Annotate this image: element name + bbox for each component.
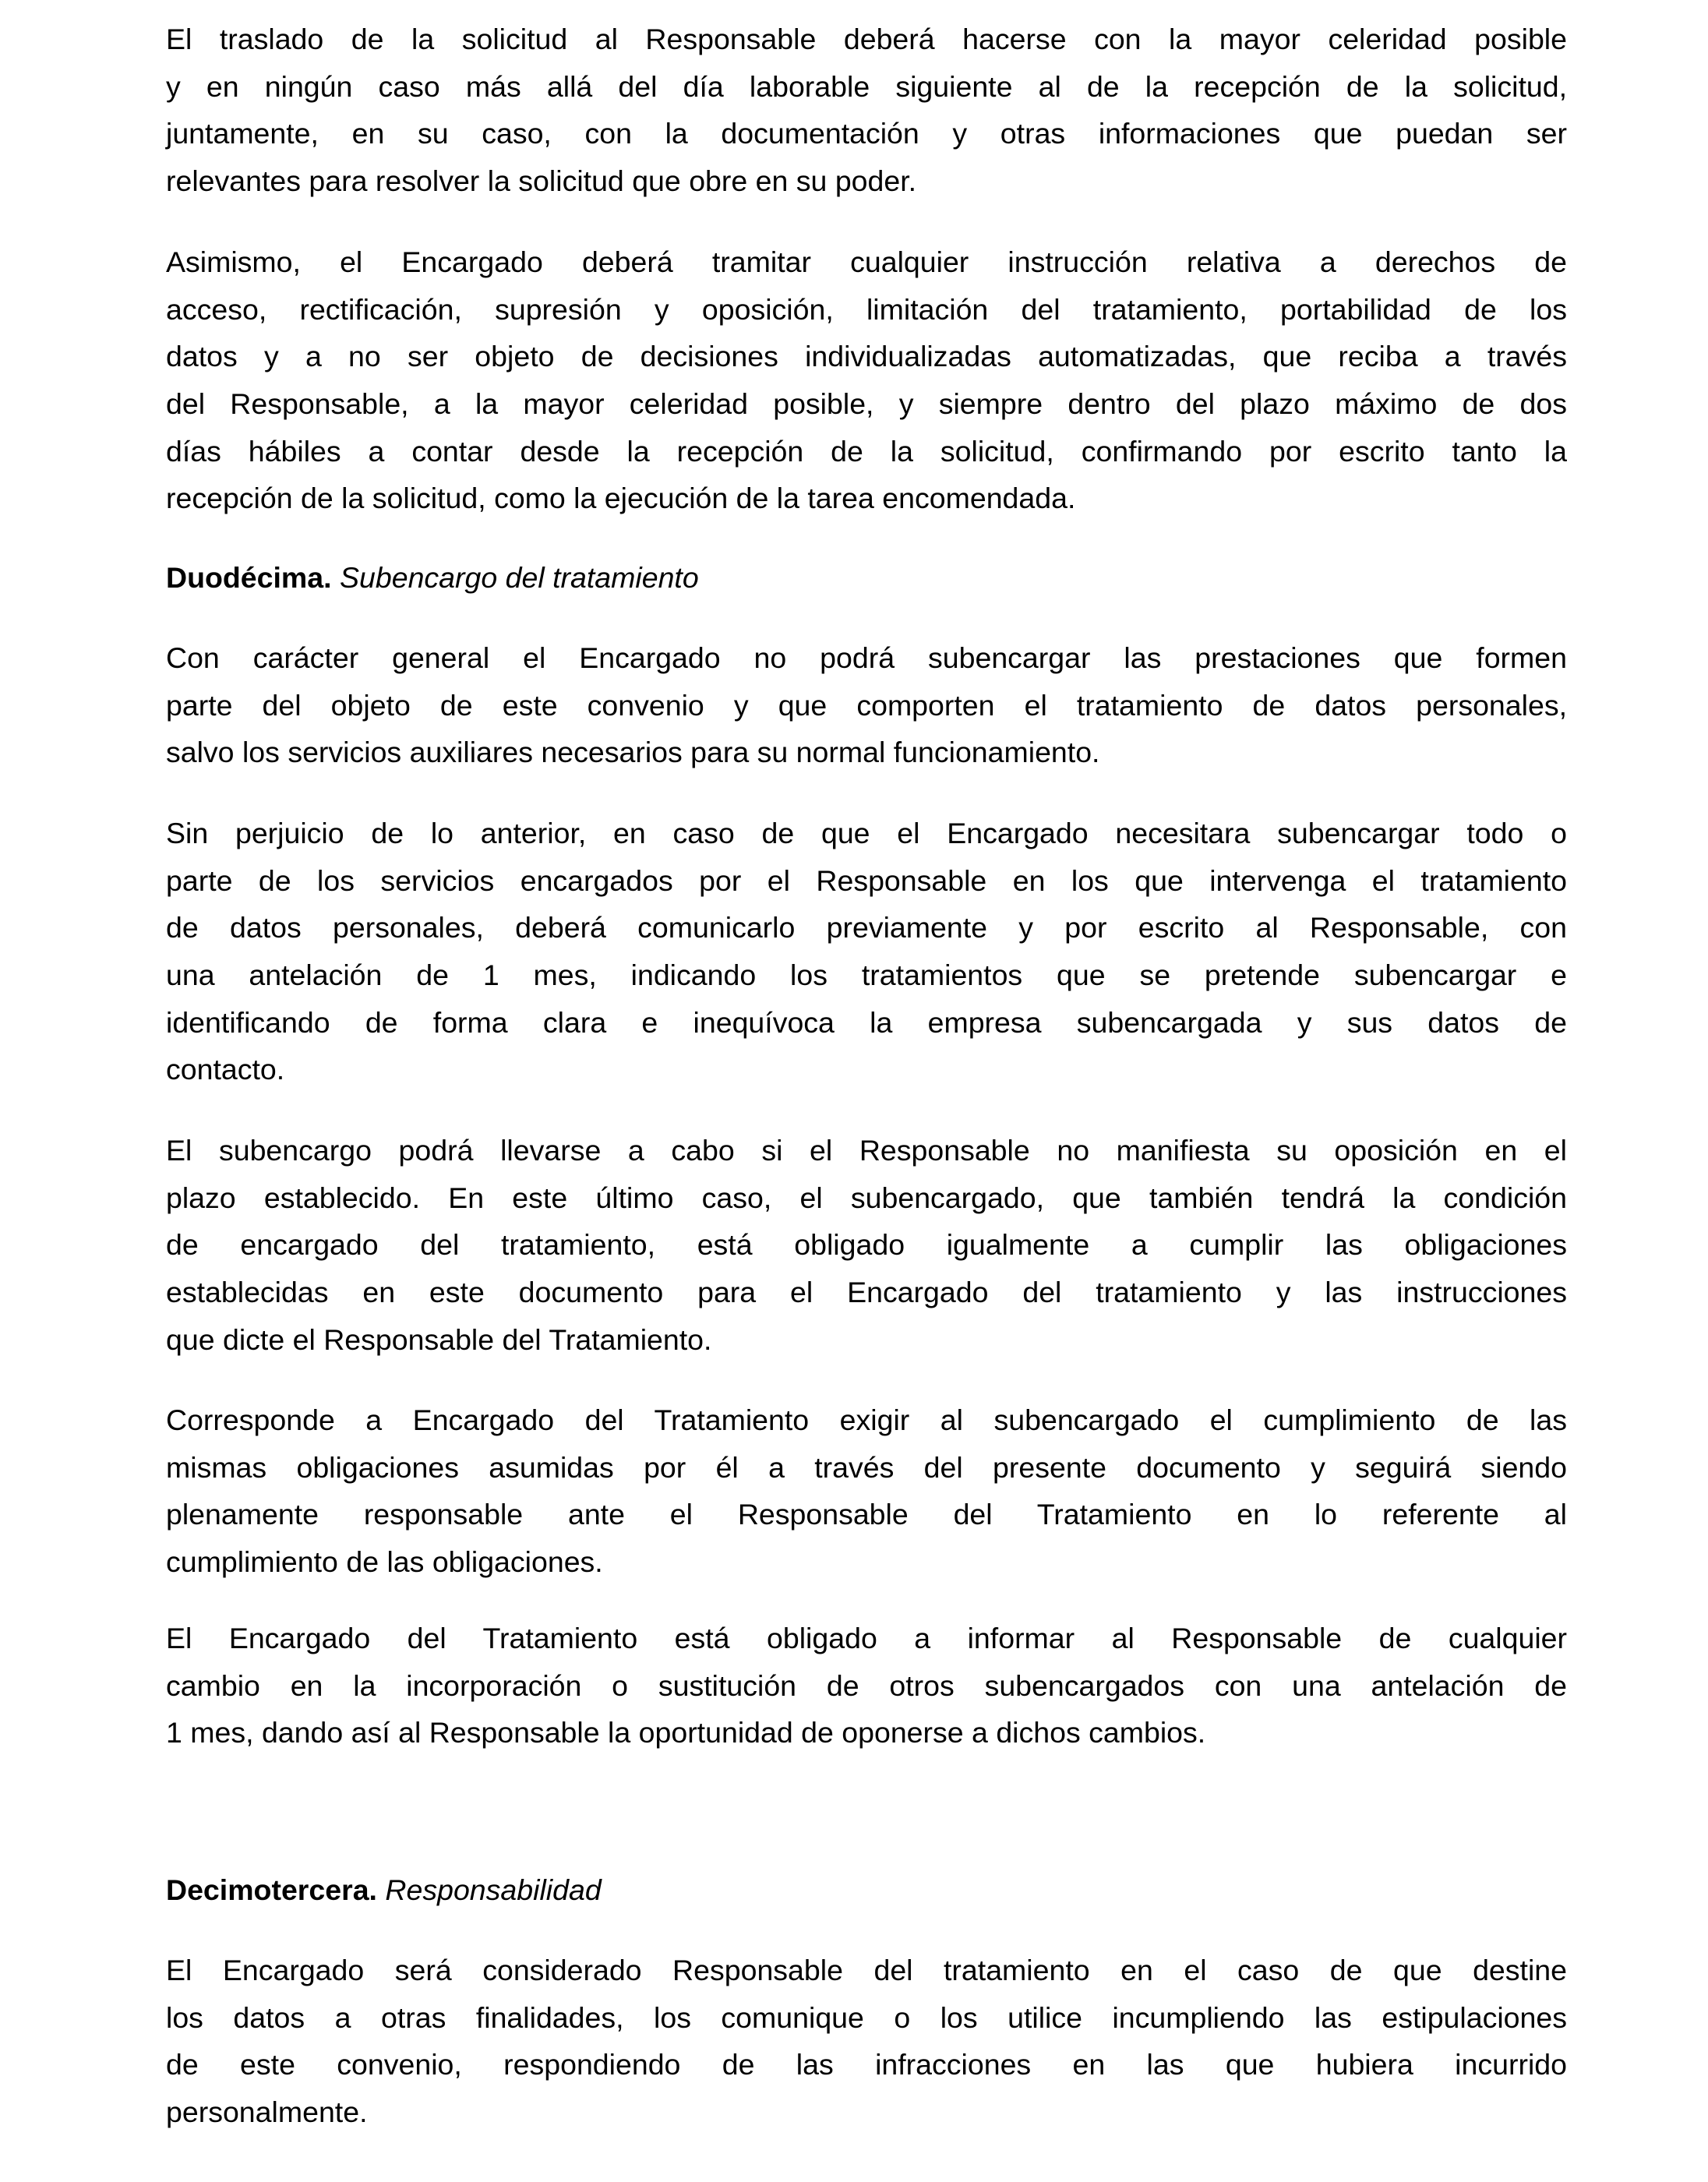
text-line: relevantes para resolver la solicitud que obre en su poder. <box>166 164 917 198</box>
paragraph-subencargo-oposicion <box>166 1127 1567 1363</box>
paragraph-obligado-informar <box>166 1615 1567 1757</box>
text-line: plazo establecido. En este último caso, el subencargado, que también tendrá la condición <box>166 1181 1567 1214</box>
section-title: Responsabilidad <box>385 1873 602 1906</box>
text-line: salvo los servicios auxiliares necesarios para su normal funcionamiento. <box>166 736 1100 769</box>
text-line: Sin perjuicio de lo anterior, en caso de que el Encargado necesitara subencargar todo o <box>166 817 1567 849</box>
text-line: y en ningún caso más allá del día laborable siguiente al de la recepción de la solicitud, <box>166 69 1567 103</box>
text-line: mismas obligaciones asumidas por él a través del presente documento y seguirá siendo <box>166 1450 1567 1484</box>
text-line: parte de los servicios encargados por el Responsable en los que intervenga el tratamiento <box>166 863 1567 897</box>
text-line: plenamente responsable ante el Responsable del Tratamiento en lo referente al <box>166 1498 1567 1531</box>
text-line: identificando de forma clara e inequívoca la empresa subencargada y sus datos de <box>166 1005 1567 1039</box>
text-line: de este convenio, respondiendo de las infracciones en las que hubiera incurrido <box>166 2048 1567 2081</box>
text-line: 1 mes, dando así al Responsable la oportunidad de oponerse a dichos cambios. <box>166 1716 1206 1749</box>
text-line: Corresponde a Encargado del Tratamiento exigir al subencargado el cumplimiento de las <box>166 1403 1567 1436</box>
text-line: una antelación de 1 mes, indicando los tratamientos que se pretende subencargar e <box>166 959 1567 992</box>
text-line: datos y a no ser objeto de decisiones individualizadas automatizadas, que reciba a través <box>166 340 1567 373</box>
text-line: los datos a otras finalidades, los comunique o los utilice incumpliendo las estipulaciones <box>166 2000 1567 2034</box>
text-line: acceso, rectificación, supresión y oposición, limitación del tratamiento, portabilidad de los <box>166 292 1567 326</box>
text-line: cambio en la incorporación o sustitución de otros subencargados con una antelación de <box>166 1668 1567 1702</box>
text-line: días hábiles a contar desde la recepción de la solicitud, confirmando por escrito tanto la <box>166 434 1567 468</box>
text-line: El traslado de la solicitud al Responsable deberá hacerse con la mayor celeridad posible <box>166 23 1567 55</box>
paragraph-corresponde-encargado <box>166 1396 1567 1586</box>
text-line: contacto. <box>166 1053 285 1086</box>
paragraph-sin-perjuicio <box>166 810 1567 1093</box>
paragraph-caracter-general <box>166 634 1567 776</box>
text-line: de encargado del tratamiento, está obligado igualmente a cumplir las obligaciones <box>166 1228 1567 1262</box>
paragraph-instrucciones-derechos <box>166 238 1567 522</box>
text-line: El Encargado será considerado Responsable del tratamiento en el caso de que destine <box>166 1954 1567 1986</box>
text-line: parte del objeto de este convenio y que comporten el tratamiento de datos personales, <box>166 688 1567 722</box>
text-line: del Responsable, a la mayor celeridad posible, y siempre dentro del plazo máximo de dos <box>166 387 1567 421</box>
section-heading-decimotercera <box>166 1866 1567 1914</box>
section-heading-duodecima <box>166 554 1567 602</box>
text-line: Asimismo, el Encargado deberá tramitar cualquier instrucción relativa a derechos de <box>166 245 1567 278</box>
section-title: Subencargo del tratamiento <box>339 561 699 594</box>
text-line: que dicte el Responsable del Tratamiento. <box>166 1322 712 1356</box>
text-line: El subencargo podrá llevarse a cabo si el Responsable no manifiesta su oposición en el <box>166 1134 1567 1167</box>
text-line: Con carácter general el Encargado no podrá subencargar las prestaciones que formen <box>166 641 1567 674</box>
paragraph-traslado-solicitud <box>166 16 1567 205</box>
text-line: personalmente. <box>166 2095 368 2129</box>
text-line: El Encargado del Tratamiento está obligado a informar al Responsable de cualquier <box>166 1622 1567 1654</box>
paragraph-responsabilidad <box>166 1947 1567 2136</box>
text-line: juntamente, en su caso, con la documentación y otras informaciones que puedan ser <box>166 117 1567 150</box>
section-number: Duodécima. <box>166 561 332 594</box>
text-line: establecidas en este documento para el Encargado del tratamiento y las instrucciones <box>166 1276 1567 1309</box>
text-line: recepción de la solicitud, como la ejecución de la tarea encomendada. <box>166 482 1076 515</box>
section-number: Decimotercera. <box>166 1873 377 1906</box>
text-line: de datos personales, deberá comunicarlo previamente y por escrito al Responsable, con <box>166 911 1567 944</box>
text-line: cumplimiento de las obligaciones. <box>166 1545 603 1579</box>
